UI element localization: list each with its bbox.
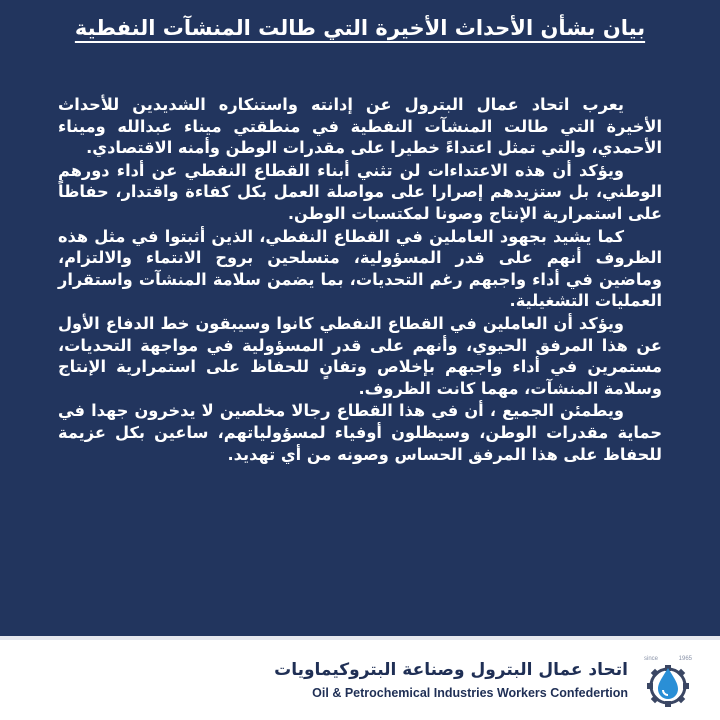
org-name-ar: اتحاد عمال البترول وصناعة البتروكيماويات [274,660,628,680]
paragraph-5: ويطمئن الجميع ، أن في هذا القطاع رجالا مخلصين لا يدخرون جهدا في حماية مقدرات الوطن، وسيظلون أوفياء لمسؤولياتهم، ساعين بكل عزيمة للحفاظ على هذا المرفق الحساس وصونه من أي تهديد. [58,401,662,464]
org-name-en: Oil & Petrochemical Industries Workers Confedertion [312,686,628,700]
logo-since: since [643,656,658,662]
logo-year: 1965 [678,656,692,662]
paragraph-3: كما يشيد بجهود العاملين في القطاع النفطي، الذين أثبتوا في مثل هذه الظروف أنهم على قدر المسؤولية، متسلحين بروح الانتماء والالتزام، وماضين في أداء واجبهم رغم التحديات، بما يضمن سلامة المنشآت واستقرار العمليات التشغيلية. [58,226,662,311]
paragraph-1: يعرب اتحاد عمال البترول عن إدانته واستنكاره الشديدين للأحداث الأخيرة التي طالت المنشآت النفطية في منطقتي ميناء عبدالله وميناء الأحمدي، والتي تمثل اعتداءً خطيرا على مقدرات الوطن وأمنه الاقتصادي. [58,95,662,158]
statement-body [58,94,662,466]
footer [0,636,720,720]
statement-title: بيان بشأن الأحداث الأخيرة التي طالت المنشآت النفطية [74,16,646,40]
paragraph-4: ويؤكد أن العاملين في القطاع النفطي كانوا وسيبقون خط الدفاع الأول عن هذا المرفق الحيوي، وأنهم على قدر المسؤولية في مواجهة التحديات، مستمرين في أداء واجبهم بإخلاص وتفانٍ للحفاظ على استمرارية الإنتاج وسلامة المنشآت، مهما كانت الظروف. [58,313,662,398]
paragraph-2: ويؤكد أن هذه الاعتداءات لن تثني أبناء القطاع النفطي عن أداء دورهم الوطني، بل ستزيدهم إصرارا على مواصلة العمل بكل كفاءة واقتدار، حفاظاً على استمرارية الإنتاج وصونا لمكتسبات الوطن. [58,160,662,223]
brand-block [268,652,698,712]
